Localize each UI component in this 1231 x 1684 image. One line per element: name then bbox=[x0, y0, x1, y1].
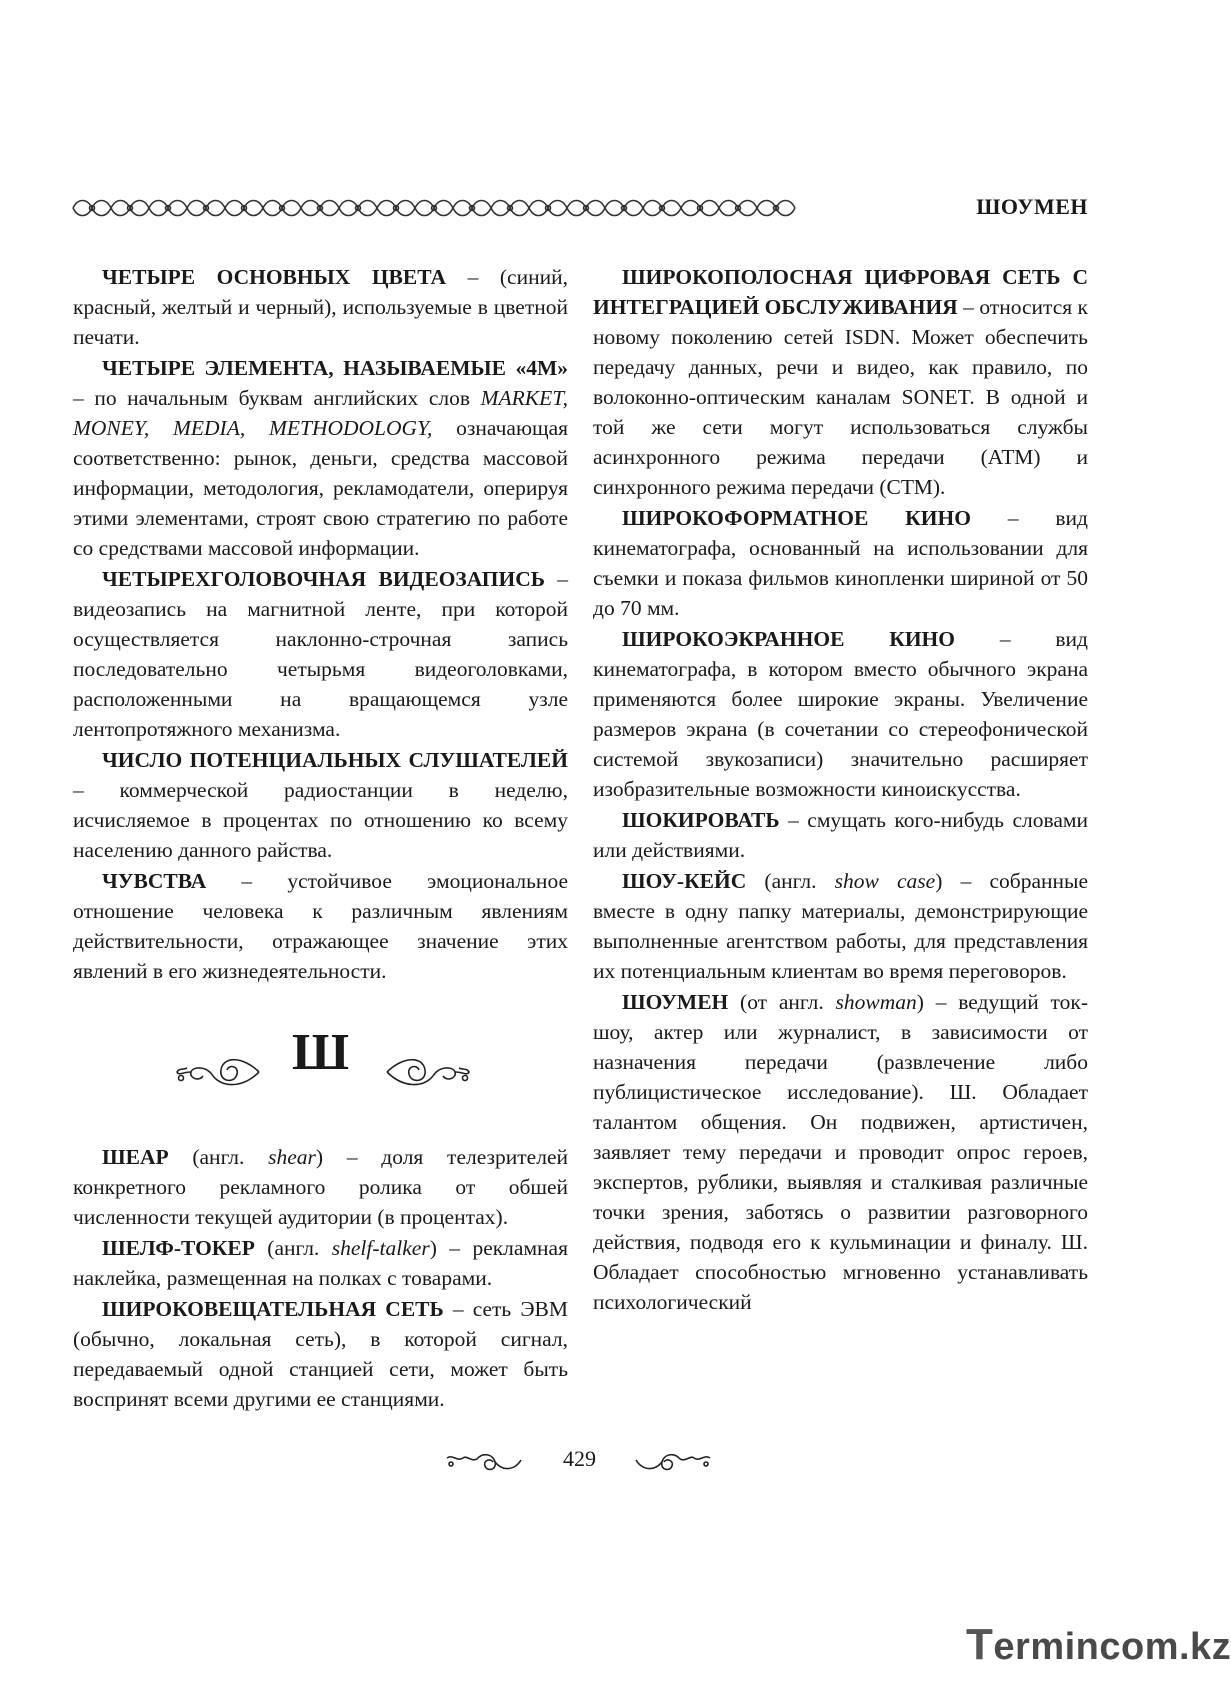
footer-ornament-right-icon bbox=[632, 1450, 712, 1474]
ornament-motif bbox=[491, 201, 529, 216]
ornament-motif bbox=[681, 201, 719, 216]
dictionary-entry bbox=[593, 805, 1088, 865]
ornament-motif bbox=[73, 201, 111, 216]
entry-term: ШЕАР bbox=[102, 1145, 169, 1169]
entry-definition: (англ. bbox=[746, 869, 835, 893]
left-column bbox=[73, 262, 568, 1415]
dictionary-entry bbox=[73, 745, 568, 865]
page-header bbox=[73, 192, 1088, 224]
entry-definition: – устойчивое эмоциональное отношение человека к различным явлениям действительности, отражающее значение этих явлений в его жизнедеятельности. bbox=[73, 869, 568, 983]
dictionary-entry bbox=[73, 564, 568, 744]
right-column bbox=[593, 262, 1088, 1318]
entry-definition: – вид кинематографа, основанный на использовании для съемки и показа фильмов кинопленки шириной от 50 до 70 мм. bbox=[593, 506, 1088, 620]
footer-ornament-left-icon bbox=[445, 1450, 525, 1474]
dictionary-entry bbox=[593, 503, 1088, 623]
entry-italic-words: showman bbox=[835, 990, 917, 1014]
ornamental-border-icon bbox=[73, 196, 815, 220]
dictionary-entry bbox=[593, 262, 1088, 502]
entry-definition: (от англ. bbox=[728, 990, 836, 1014]
ornament-motif bbox=[149, 201, 187, 216]
entry-italic-words: show case bbox=[834, 869, 936, 893]
entry-term: ШИРОКОЭКРАННОЕ КИНО bbox=[622, 627, 956, 651]
entry-term: ШИРОКОВЕЩАТЕЛЬНАЯ СЕТЬ bbox=[102, 1297, 444, 1321]
dictionary-entry bbox=[73, 1142, 568, 1232]
dictionary-entry bbox=[593, 624, 1088, 804]
dictionary-entry bbox=[73, 353, 568, 563]
entry-definition: – вид кинематографа, в котором вместо обычного экрана применяются более широкие экраны. Увеличение размеров экрана (в сочетании со стереофонической системой звукозаписи) значительно расширяет изобразительные возможности киноискусства. bbox=[593, 627, 1088, 801]
entry-term: ШОКИРОВАТЬ bbox=[622, 808, 780, 832]
entry-definition: ) – доля телезрителей конкретного рекламного ролика от обшей численности текущей аудитории (в процентах). bbox=[73, 1145, 568, 1229]
entry-term: ШОУМЕН bbox=[622, 990, 729, 1014]
ornament-motif bbox=[757, 201, 795, 216]
entry-term: ЧИСЛО ПОТЕНЦИАЛЬНЫХ СЛУШАТЕЛЕЙ bbox=[102, 748, 568, 772]
section-letter: Ш bbox=[291, 1024, 350, 1081]
entry-definition: – сеть ЭВМ (обычно, локальная сеть), в которой сигнал, передаваемый одной станцией сети, может быть воспринят всеми другими ее станциями. bbox=[73, 1297, 568, 1411]
dictionary-entry bbox=[73, 1233, 568, 1293]
dictionary-entry bbox=[73, 262, 568, 352]
entry-definition: – видеозапись на магнитной ленте, при которой осуществляется наклонно-строчная запись последовательно четырьмя видеоголовками, расположенными на вращающемся узле лентопротяжного механизма. bbox=[73, 567, 569, 741]
ornament-motif bbox=[377, 201, 415, 216]
entry-term: ЧУВСТВА bbox=[102, 869, 207, 893]
entry-italic-words: shear bbox=[268, 1145, 316, 1169]
entry-definition: – (синий, красный, желтый и черный), используемые в цветной печати. bbox=[73, 265, 568, 349]
dictionary-entry bbox=[593, 987, 1088, 1317]
entry-definition: (англ. bbox=[168, 1145, 269, 1169]
site-watermark bbox=[966, 1620, 1231, 1670]
dictionary-entry bbox=[593, 866, 1088, 986]
entry-term: ЧЕТЫРЕ ЭЛЕМЕНТА, НАЗЫВАЕМЫЕ «4М» bbox=[102, 356, 568, 380]
entry-definition: – по начальным буквам английских слов bbox=[73, 386, 481, 410]
ornament-motif bbox=[605, 201, 643, 216]
entry-definition: (англ. bbox=[254, 1236, 332, 1260]
ornament-motif bbox=[111, 201, 149, 216]
page-footer bbox=[0, 1446, 1191, 1476]
dictionary-entry bbox=[73, 866, 568, 986]
ornament-motif bbox=[263, 201, 301, 216]
entry-definition: означающая соответственно: рынок, деньги, средства массовой информации, методология, рекламодатели, оперируя этими элементами, строят свою стратегию по работе со средствами массовой информации. bbox=[73, 416, 568, 560]
section-letter-divider bbox=[73, 1014, 568, 1124]
entry-term: ЧЕТЫРЕХГОЛОВОЧНАЯ ВИДЕОЗАПИСЬ bbox=[102, 567, 545, 591]
entry-definition: ) – рекламная наклейка, размещенная на полках с товарами. bbox=[73, 1236, 568, 1290]
entry-term: ШИРОКОПОЛОСНАЯ ЦИФРОВАЯ СЕТЬ С ИНТЕГРАЦИЕЙ ОБСЛУЖИВАНИЯ bbox=[593, 265, 1088, 319]
ornament-motif bbox=[643, 201, 681, 216]
entry-definition: – относится к новому поколению сетей ISDN. Может обеспечить передачу данных, речи и видео, как правило, по волоконно-оптическим каналам SONET. В одной и той же сети могут использоваться службы асинхронного режима передачи (АТМ) и синхронного режима передачи (СТМ). bbox=[593, 295, 1088, 499]
ornament-motif bbox=[567, 201, 605, 216]
page-number: 429 bbox=[563, 1446, 596, 1471]
entry-term: ШЕЛФ-ТОКЕР bbox=[102, 1236, 255, 1260]
entry-definition: ) – собранные вместе в одну папку материалы, демонстрирующие выполненные агентством работы, для представления их потенциальным клиентам во время переговоров. bbox=[593, 869, 1089, 983]
ornament-motif bbox=[225, 201, 263, 216]
entry-italic-words: shelf-talker bbox=[331, 1236, 430, 1260]
entry-term: ШОУ-КЕЙС bbox=[622, 869, 747, 893]
dictionary-entry bbox=[73, 1294, 568, 1414]
ornament-motif bbox=[719, 201, 757, 216]
entry-definition: – коммерческой радиостанции в неделю, исчисляемое в процентах по отношению ко всему населению данного райства. bbox=[73, 778, 568, 862]
entry-definition: ) – ведущий ток-шоу, актер или журналист, в зависимости от назначения передачи (развлечение либо публицистическое исследование). Ш. Обладает талантом общения. Он подвижен, артистичен, заявляет тему передачи и проводит опрос героев, экспертов, рублики, выявляя и сталкивая различные точки зрения, заботясь о развитии разговорного действия, подводя его к кульминации и финалу. Ш. Обладает способностью мгновенно устанавливать психологический bbox=[593, 990, 1089, 1314]
ornament-motif bbox=[453, 201, 491, 216]
entry-term: ШИРОКОФОРМАТНОЕ КИНО bbox=[622, 506, 971, 530]
ornament-motif bbox=[301, 201, 339, 216]
scroll-ornament-right-icon bbox=[383, 1052, 473, 1092]
ornament-motif bbox=[529, 201, 567, 216]
entry-term: ЧЕТЫРЕ ОСНОВНЫХ ЦВЕТА bbox=[102, 265, 447, 289]
watermark-initial: T bbox=[966, 1620, 994, 1669]
ornament-motif bbox=[415, 201, 453, 216]
watermark-text: ermincom.kz bbox=[993, 1626, 1231, 1668]
ornament-motif bbox=[339, 201, 377, 216]
entry-definition: – смущать кого-нибудь словами или действиями. bbox=[593, 808, 1088, 862]
running-head: ШОУМЕН bbox=[976, 194, 1088, 219]
entry-italic-words: MARKET, MONEY, MEDIA, METHODOLOGY, bbox=[73, 386, 568, 440]
ornament-motif bbox=[187, 201, 225, 216]
